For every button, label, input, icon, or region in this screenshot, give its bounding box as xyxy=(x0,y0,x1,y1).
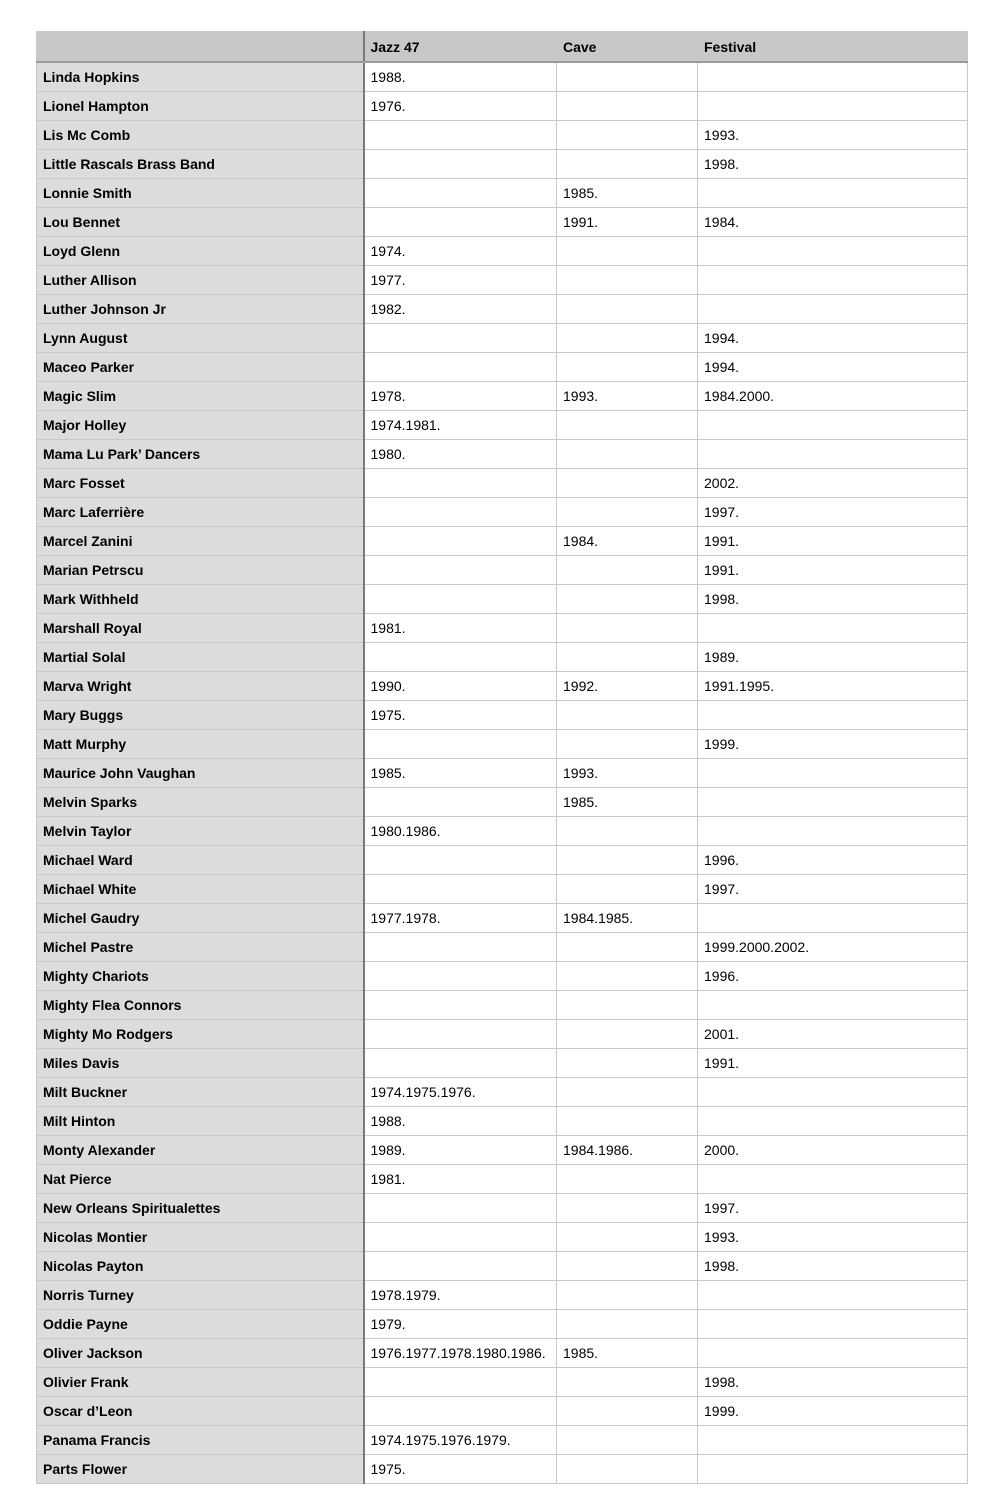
cave-cell[interactable] xyxy=(557,962,698,991)
cave-cell[interactable] xyxy=(557,1020,698,1049)
row-header-cell[interactable]: Lonnie Smith xyxy=(37,179,364,208)
jazz-47-cell[interactable]: 1985. xyxy=(364,759,557,788)
row-header-cell[interactable]: Mary Buggs xyxy=(37,701,364,730)
festival-cell[interactable] xyxy=(698,295,968,324)
row-header-cell[interactable]: Parts Flower xyxy=(37,1455,364,1484)
row-header-cell[interactable]: Lynn August xyxy=(37,324,364,353)
festival-cell[interactable] xyxy=(698,92,968,121)
row-header-cell[interactable]: Marc Fosset xyxy=(37,469,364,498)
table-row xyxy=(37,1165,968,1194)
jazz-47-cell[interactable] xyxy=(364,585,557,614)
cave-cell[interactable]: 1984.1985. xyxy=(557,904,698,933)
festival-cell[interactable] xyxy=(698,179,968,208)
table-row xyxy=(37,817,968,846)
cave-cell[interactable] xyxy=(557,1049,698,1078)
festival-cell[interactable] xyxy=(698,1310,968,1339)
festival-cell[interactable]: 1993. xyxy=(698,1223,968,1252)
table-row xyxy=(37,527,968,556)
table-row xyxy=(37,1223,968,1252)
table-row xyxy=(37,1136,968,1165)
festival-cell[interactable] xyxy=(698,1078,968,1107)
row-header-cell[interactable]: Mama Lu Park’ Dancers xyxy=(37,440,364,469)
row-header-cell[interactable]: Panama Francis xyxy=(37,1426,364,1455)
table-row xyxy=(37,498,968,527)
cave-cell[interactable]: 1984. xyxy=(557,527,698,556)
cave-cell[interactable]: 1985. xyxy=(557,1339,698,1368)
festival-cell[interactable]: 1991. xyxy=(698,527,968,556)
cave-cell[interactable] xyxy=(557,1426,698,1455)
row-header-cell[interactable]: Melvin Taylor xyxy=(37,817,364,846)
festival-cell[interactable]: 1984.2000. xyxy=(698,382,968,411)
jazz-47-cell[interactable]: 1978.1979. xyxy=(364,1281,557,1310)
table-row xyxy=(37,904,968,933)
jazz-47-cell[interactable] xyxy=(364,933,557,962)
table-row xyxy=(37,643,968,672)
jazz-47-cell[interactable] xyxy=(364,991,557,1020)
row-header-cell[interactable]: Major Holley xyxy=(37,411,364,440)
cave-cell[interactable] xyxy=(557,585,698,614)
row-header-cell[interactable]: Mighty Mo Rodgers xyxy=(37,1020,364,1049)
festival-cell[interactable]: 1993. xyxy=(698,121,968,150)
jazz-47-cell[interactable] xyxy=(364,788,557,817)
row-header-cell[interactable]: Marian Petrscu xyxy=(37,556,364,585)
table-row xyxy=(37,208,968,237)
festival-cell[interactable] xyxy=(698,1107,968,1136)
table-body xyxy=(37,62,968,1484)
table-row xyxy=(37,585,968,614)
jazz-47-cell[interactable] xyxy=(364,208,557,237)
column-header-cave[interactable]: Cave xyxy=(557,32,698,63)
row-header-cell[interactable]: Oddie Payne xyxy=(37,1310,364,1339)
table-row xyxy=(37,1020,968,1049)
row-header-cell[interactable]: Martial Solal xyxy=(37,643,364,672)
cave-cell[interactable] xyxy=(557,1281,698,1310)
jazz-47-cell[interactable] xyxy=(364,150,557,179)
table-row xyxy=(37,1194,968,1223)
table-row xyxy=(37,614,968,643)
festival-cell[interactable]: 1997. xyxy=(698,1194,968,1223)
festival-cell[interactable] xyxy=(698,788,968,817)
festival-cell[interactable]: 1996. xyxy=(698,962,968,991)
festival-cell[interactable] xyxy=(698,1426,968,1455)
cave-cell[interactable] xyxy=(557,266,698,295)
jazz-47-cell[interactable] xyxy=(364,1368,557,1397)
cave-cell[interactable] xyxy=(557,440,698,469)
cave-cell[interactable] xyxy=(557,498,698,527)
cave-cell[interactable]: 1985. xyxy=(557,788,698,817)
jazz-47-cell[interactable] xyxy=(364,556,557,585)
cave-cell[interactable] xyxy=(557,846,698,875)
table-row xyxy=(37,1426,968,1455)
festival-cell[interactable]: 1994. xyxy=(698,353,968,382)
cave-cell[interactable] xyxy=(557,92,698,121)
row-header-cell[interactable]: Linda Hopkins xyxy=(37,62,364,92)
cave-cell[interactable]: 1993. xyxy=(557,382,698,411)
table-row xyxy=(37,353,968,382)
jazz-47-cell[interactable]: 1981. xyxy=(364,1165,557,1194)
table-row xyxy=(37,933,968,962)
cave-cell[interactable] xyxy=(557,62,698,92)
festival-cell[interactable]: 1991. xyxy=(698,556,968,585)
cave-cell[interactable]: 1993. xyxy=(557,759,698,788)
jazz-47-cell[interactable] xyxy=(364,1049,557,1078)
jazz-47-cell[interactable]: 1977. xyxy=(364,266,557,295)
festival-cell[interactable] xyxy=(698,440,968,469)
row-header-cell[interactable]: Magic Slim xyxy=(37,382,364,411)
jazz-47-cell[interactable]: 1981. xyxy=(364,614,557,643)
table-row xyxy=(37,1368,968,1397)
jazz-47-cell[interactable]: 1988. xyxy=(364,1107,557,1136)
cave-cell[interactable] xyxy=(557,1455,698,1484)
cave-cell[interactable] xyxy=(557,614,698,643)
cave-cell[interactable] xyxy=(557,469,698,498)
festival-cell[interactable] xyxy=(698,1281,968,1310)
festival-cell[interactable]: 1998. xyxy=(698,1252,968,1281)
row-header-cell[interactable]: Luther Johnson Jr xyxy=(37,295,364,324)
row-header-cell[interactable]: Loyd Glenn xyxy=(37,237,364,266)
row-header-cell[interactable]: Miles Davis xyxy=(37,1049,364,1078)
cave-cell[interactable] xyxy=(557,237,698,266)
jazz-47-cell[interactable]: 1974. xyxy=(364,237,557,266)
cave-cell[interactable] xyxy=(557,150,698,179)
jazz-47-cell[interactable] xyxy=(364,353,557,382)
cave-cell[interactable] xyxy=(557,933,698,962)
row-header-cell[interactable]: Little Rascals Brass Band xyxy=(37,150,364,179)
table-row xyxy=(37,701,968,730)
table-row xyxy=(37,382,968,411)
festival-cell[interactable] xyxy=(698,411,968,440)
table-row xyxy=(37,440,968,469)
jazz-47-cell[interactable]: 1975. xyxy=(364,1455,557,1484)
jazz-47-cell[interactable]: 1980. xyxy=(364,440,557,469)
cave-cell[interactable] xyxy=(557,875,698,904)
cave-cell[interactable] xyxy=(557,1252,698,1281)
cave-cell[interactable] xyxy=(557,1078,698,1107)
cave-cell[interactable] xyxy=(557,1310,698,1339)
cave-cell[interactable] xyxy=(557,817,698,846)
table-row xyxy=(37,266,968,295)
row-header-cell[interactable]: Milt Hinton xyxy=(37,1107,364,1136)
jazz-47-cell[interactable]: 1990. xyxy=(364,672,557,701)
jazz-47-cell[interactable]: 1978. xyxy=(364,382,557,411)
jazz-47-cell[interactable] xyxy=(364,1397,557,1426)
festival-cell[interactable]: 1998. xyxy=(698,1368,968,1397)
cave-cell[interactable]: 1985. xyxy=(557,179,698,208)
table-row xyxy=(37,1310,968,1339)
row-header-cell[interactable]: New Orleans Spiritualettes xyxy=(37,1194,364,1223)
jazz-47-cell[interactable] xyxy=(364,730,557,759)
table-row xyxy=(37,1455,968,1484)
festival-cell[interactable]: 1996. xyxy=(698,846,968,875)
spreadsheet-table xyxy=(36,31,968,1484)
header-row-group xyxy=(37,32,968,63)
row-header-cell[interactable]: Mighty Chariots xyxy=(37,962,364,991)
row-header-cell[interactable]: Marc Laferrière xyxy=(37,498,364,527)
row-header-cell[interactable]: Melvin Sparks xyxy=(37,788,364,817)
column-header-festival[interactable]: Festival xyxy=(698,32,968,63)
cave-cell[interactable] xyxy=(557,1397,698,1426)
jazz-47-cell[interactable] xyxy=(364,179,557,208)
cave-cell[interactable] xyxy=(557,991,698,1020)
cave-cell[interactable] xyxy=(557,1223,698,1252)
festival-cell[interactable] xyxy=(698,62,968,92)
table-row xyxy=(37,179,968,208)
row-header-cell[interactable]: Milt Buckner xyxy=(37,1078,364,1107)
table-row xyxy=(37,759,968,788)
header-corner-cell[interactable] xyxy=(37,32,364,63)
cave-cell[interactable] xyxy=(557,121,698,150)
table-row xyxy=(37,469,968,498)
row-header-cell[interactable]: Maurice John Vaughan xyxy=(37,759,364,788)
row-header-cell[interactable]: Nicolas Montier xyxy=(37,1223,364,1252)
festival-cell[interactable]: 1991.1995. xyxy=(698,672,968,701)
jazz-47-cell[interactable]: 1975. xyxy=(364,701,557,730)
cave-cell[interactable] xyxy=(557,730,698,759)
cave-cell[interactable] xyxy=(557,643,698,672)
festival-cell[interactable] xyxy=(698,904,968,933)
row-header-cell[interactable]: Marshall Royal xyxy=(37,614,364,643)
table-row xyxy=(37,1049,968,1078)
jazz-47-cell[interactable] xyxy=(364,875,557,904)
row-header-cell[interactable]: Maceo Parker xyxy=(37,353,364,382)
jazz-47-cell[interactable]: 1980.1986. xyxy=(364,817,557,846)
cave-cell[interactable] xyxy=(557,411,698,440)
table-row xyxy=(37,672,968,701)
jazz-47-cell[interactable]: 1988. xyxy=(364,62,557,92)
row-header-cell[interactable]: Olivier Frank xyxy=(37,1368,364,1397)
jazz-47-cell[interactable] xyxy=(364,1194,557,1223)
festival-cell[interactable]: 1999.2000.2002. xyxy=(698,933,968,962)
festival-cell[interactable]: 1998. xyxy=(698,150,968,179)
row-header-cell[interactable]: Michael Ward xyxy=(37,846,364,875)
festival-cell[interactable]: 1994. xyxy=(698,324,968,353)
jazz-47-cell[interactable] xyxy=(364,962,557,991)
row-header-cell[interactable]: Monty Alexander xyxy=(37,1136,364,1165)
row-header-cell[interactable]: Michel Pastre xyxy=(37,933,364,962)
row-header-cell[interactable]: Matt Murphy xyxy=(37,730,364,759)
row-header-cell[interactable]: Norris Turney xyxy=(37,1281,364,1310)
jazz-47-cell[interactable]: 1989. xyxy=(364,1136,557,1165)
festival-cell[interactable]: 2002. xyxy=(698,469,968,498)
table-row xyxy=(37,788,968,817)
table-row xyxy=(37,846,968,875)
festival-cell[interactable] xyxy=(698,614,968,643)
jazz-47-cell[interactable] xyxy=(364,846,557,875)
row-header-cell[interactable]: Oscar d’Leon xyxy=(37,1397,364,1426)
jazz-47-cell[interactable]: 1974.1975.1976.1979. xyxy=(364,1426,557,1455)
festival-cell[interactable]: 1997. xyxy=(698,498,968,527)
jazz-47-cell[interactable] xyxy=(364,1223,557,1252)
table-row xyxy=(37,295,968,324)
table-row xyxy=(37,1397,968,1426)
festival-cell[interactable] xyxy=(698,991,968,1020)
table-row xyxy=(37,1078,968,1107)
table-row xyxy=(37,92,968,121)
row-header-cell[interactable]: Marcel Zanini xyxy=(37,527,364,556)
festival-cell[interactable] xyxy=(698,817,968,846)
cave-cell[interactable]: 1984.1986. xyxy=(557,1136,698,1165)
jazz-47-cell[interactable]: 1974.1981. xyxy=(364,411,557,440)
festival-cell[interactable] xyxy=(698,1455,968,1484)
festival-cell[interactable]: 2001. xyxy=(698,1020,968,1049)
cave-cell[interactable] xyxy=(557,324,698,353)
festival-cell[interactable] xyxy=(698,759,968,788)
row-header-cell[interactable]: Lou Bennet xyxy=(37,208,364,237)
cave-cell[interactable] xyxy=(557,295,698,324)
jazz-47-cell[interactable] xyxy=(364,498,557,527)
cave-cell[interactable]: 1992. xyxy=(557,672,698,701)
festival-cell[interactable]: 1999. xyxy=(698,730,968,759)
festival-cell[interactable]: 1998. xyxy=(698,585,968,614)
festival-cell[interactable]: 1991. xyxy=(698,1049,968,1078)
header-row xyxy=(37,32,968,63)
table-row xyxy=(37,121,968,150)
jazz-47-cell[interactable] xyxy=(364,121,557,150)
table-row xyxy=(37,875,968,904)
festival-cell[interactable]: 1984. xyxy=(698,208,968,237)
cave-cell[interactable] xyxy=(557,353,698,382)
row-header-cell[interactable]: Lis Mc Comb xyxy=(37,121,364,150)
table-row xyxy=(37,991,968,1020)
festival-cell[interactable]: 1989. xyxy=(698,643,968,672)
table-row xyxy=(37,62,968,92)
festival-cell[interactable]: 2000. xyxy=(698,1136,968,1165)
cave-cell[interactable]: 1991. xyxy=(557,208,698,237)
table-row xyxy=(37,1339,968,1368)
jazz-47-cell[interactable]: 1977.1978. xyxy=(364,904,557,933)
jazz-47-cell[interactable]: 1974.1975.1976. xyxy=(364,1078,557,1107)
table-row xyxy=(37,324,968,353)
jazz-47-cell[interactable] xyxy=(364,1020,557,1049)
table-row xyxy=(37,556,968,585)
cave-cell[interactable] xyxy=(557,1368,698,1397)
cave-cell[interactable] xyxy=(557,556,698,585)
jazz-47-cell[interactable]: 1982. xyxy=(364,295,557,324)
jazz-47-cell[interactable] xyxy=(364,643,557,672)
jazz-47-cell[interactable] xyxy=(364,469,557,498)
column-header-jazz-47[interactable]: Jazz 47 xyxy=(364,32,557,63)
table-row xyxy=(37,237,968,266)
row-header-cell[interactable]: Mighty Flea Connors xyxy=(37,991,364,1020)
jazz-47-cell[interactable]: 1979. xyxy=(364,1310,557,1339)
row-header-cell[interactable]: Oliver Jackson xyxy=(37,1339,364,1368)
cave-cell[interactable] xyxy=(557,1107,698,1136)
festival-cell[interactable] xyxy=(698,1339,968,1368)
jazz-47-cell[interactable]: 1976. xyxy=(364,92,557,121)
table-row xyxy=(37,1107,968,1136)
festival-cell[interactable] xyxy=(698,1165,968,1194)
table-row xyxy=(37,730,968,759)
jazz-47-cell[interactable]: 1976.1977.1978.1980.1986. xyxy=(364,1339,557,1368)
festival-cell[interactable]: 1997. xyxy=(698,875,968,904)
row-header-cell[interactable]: Lionel Hampton xyxy=(37,92,364,121)
cave-cell[interactable] xyxy=(557,701,698,730)
row-header-cell[interactable]: Nat Pierce xyxy=(37,1165,364,1194)
festival-cell[interactable] xyxy=(698,237,968,266)
row-header-cell[interactable]: Michael White xyxy=(37,875,364,904)
jazz-47-cell[interactable] xyxy=(364,527,557,556)
row-header-cell[interactable]: Marva Wright xyxy=(37,672,364,701)
row-header-cell[interactable]: Luther Allison xyxy=(37,266,364,295)
table-row xyxy=(37,1281,968,1310)
table-row xyxy=(37,962,968,991)
row-header-cell[interactable]: Michel Gaudry xyxy=(37,904,364,933)
row-header-cell[interactable]: Mark Withheld xyxy=(37,585,364,614)
jazz-47-cell[interactable] xyxy=(364,324,557,353)
cave-cell[interactable] xyxy=(557,1194,698,1223)
cave-cell[interactable] xyxy=(557,1165,698,1194)
table-row xyxy=(37,150,968,179)
row-header-cell[interactable]: Nicolas Payton xyxy=(37,1252,364,1281)
festival-cell[interactable] xyxy=(698,701,968,730)
jazz-47-cell[interactable] xyxy=(364,1252,557,1281)
festival-cell[interactable]: 1999. xyxy=(698,1397,968,1426)
table-row xyxy=(37,411,968,440)
festival-cell[interactable] xyxy=(698,266,968,295)
table-row xyxy=(37,1252,968,1281)
